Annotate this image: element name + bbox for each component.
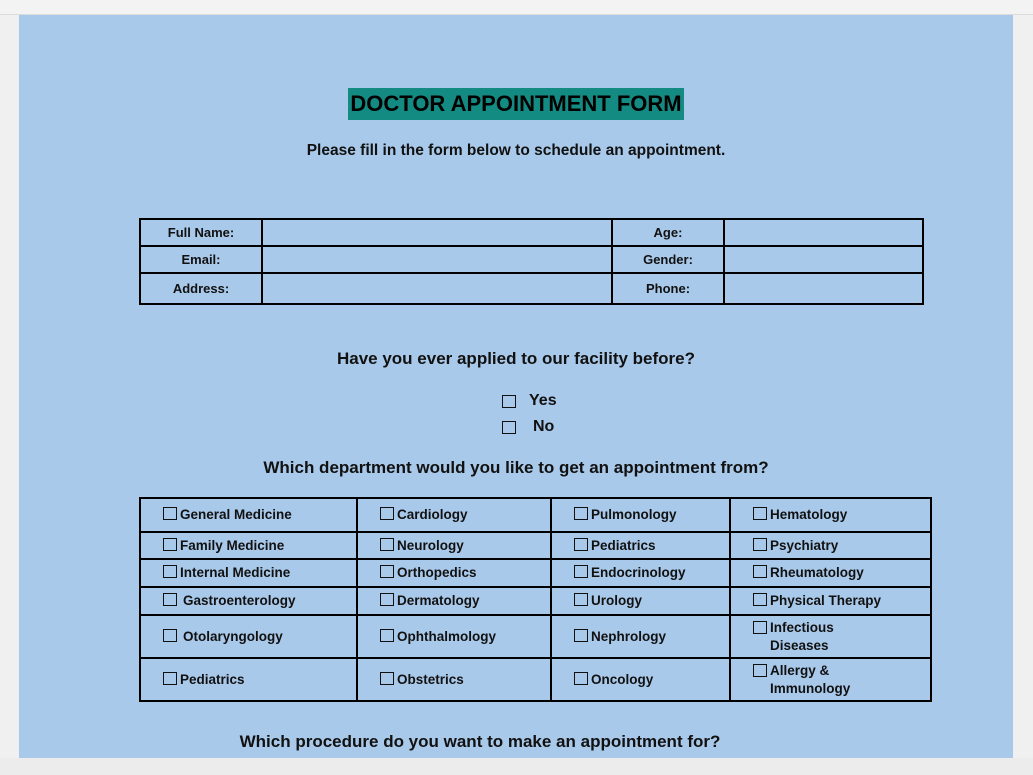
checkbox[interactable] bbox=[163, 507, 177, 520]
dept-gastroenterology[interactable]: Gastroenterology bbox=[140, 587, 357, 615]
checkbox[interactable] bbox=[574, 629, 588, 642]
form-title: DOCTOR APPOINTMENT FORM bbox=[348, 88, 683, 120]
gender-label: Gender: bbox=[612, 246, 724, 273]
dept-infectious-diseases[interactable]: Infectious Diseases bbox=[730, 615, 931, 658]
gender-field[interactable] bbox=[724, 246, 923, 273]
checkbox[interactable] bbox=[574, 565, 588, 578]
dept-general-medicine[interactable]: General Medicine bbox=[140, 498, 357, 532]
checkbox[interactable] bbox=[380, 538, 394, 551]
option-yes[interactable] bbox=[502, 392, 557, 410]
department-question: Which department would you like to get an appointment from? bbox=[263, 458, 769, 477]
form-subtitle: Please fill in the form below to schedule an appointment. bbox=[306, 142, 726, 159]
checkbox[interactable] bbox=[163, 672, 177, 685]
yes-checkbox[interactable] bbox=[502, 395, 516, 408]
checkbox[interactable] bbox=[753, 593, 767, 606]
checkbox[interactable] bbox=[380, 629, 394, 642]
dept-hematology[interactable]: Hematology bbox=[730, 498, 931, 532]
dept-neurology[interactable]: Neurology bbox=[357, 532, 551, 559]
checkbox[interactable] bbox=[380, 593, 394, 606]
document-page bbox=[19, 15, 1013, 758]
address-label: Address: bbox=[140, 273, 262, 304]
phone-label: Phone: bbox=[612, 273, 724, 304]
dept-otolaryngology[interactable]: Otolaryngology bbox=[140, 615, 357, 658]
dept-pediatrics[interactable]: Pediatrics bbox=[551, 532, 730, 559]
checkbox[interactable] bbox=[163, 593, 177, 606]
checkbox[interactable] bbox=[574, 672, 588, 685]
checkbox[interactable] bbox=[163, 565, 177, 578]
phone-field[interactable] bbox=[724, 273, 923, 304]
email-label: Email: bbox=[140, 246, 262, 273]
full-name-label: Full Name: bbox=[140, 219, 262, 246]
bottom-status-strip bbox=[0, 758, 1033, 775]
dept-cardiology[interactable]: Cardiology bbox=[357, 498, 551, 532]
dept-endocrinology[interactable]: Endocrinology bbox=[551, 559, 730, 587]
personal-info-table bbox=[139, 218, 924, 305]
checkbox[interactable] bbox=[753, 565, 767, 578]
procedure-question: Which procedure do you want to make an appointment for? bbox=[239, 732, 721, 751]
dept-ophthalmology[interactable]: Ophthalmology bbox=[357, 615, 551, 658]
dept-dermatology[interactable]: Dermatology bbox=[357, 587, 551, 615]
address-field[interactable] bbox=[262, 273, 612, 304]
email-field[interactable] bbox=[262, 246, 612, 273]
no-label: No bbox=[533, 418, 555, 435]
no-checkbox[interactable] bbox=[502, 421, 516, 434]
checkbox[interactable] bbox=[753, 507, 767, 520]
checkbox[interactable] bbox=[163, 538, 177, 551]
dept-obstetrics[interactable]: Obstetrics bbox=[357, 658, 551, 701]
checkbox[interactable] bbox=[163, 629, 177, 642]
checkbox[interactable] bbox=[380, 507, 394, 520]
full-name-field[interactable] bbox=[262, 219, 612, 246]
checkbox[interactable] bbox=[380, 565, 394, 578]
dept-nephrology[interactable]: Nephrology bbox=[551, 615, 730, 658]
age-label: Age: bbox=[612, 219, 724, 246]
checkbox[interactable] bbox=[753, 621, 767, 634]
top-toolbar-strip bbox=[0, 0, 1033, 15]
checkbox[interactable] bbox=[574, 507, 588, 520]
department-table bbox=[139, 497, 932, 702]
checkbox[interactable] bbox=[574, 538, 588, 551]
dept-orthopedics[interactable]: Orthopedics bbox=[357, 559, 551, 587]
dept-oncology[interactable]: Oncology bbox=[551, 658, 730, 701]
checkbox[interactable] bbox=[574, 593, 588, 606]
checkbox[interactable] bbox=[753, 538, 767, 551]
dept-psychiatry[interactable]: Psychiatry bbox=[730, 532, 931, 559]
applied-before-question: Have you ever applied to our facility before? bbox=[336, 349, 696, 368]
dept-pediatrics-2[interactable]: Pediatrics bbox=[140, 658, 357, 701]
yes-label: Yes bbox=[529, 392, 557, 409]
dept-allergy-immunology[interactable]: Allergy & Immunology bbox=[730, 658, 931, 701]
checkbox[interactable] bbox=[753, 664, 767, 677]
dept-internal-medicine[interactable]: Internal Medicine bbox=[140, 559, 357, 587]
dept-urology[interactable]: Urology bbox=[551, 587, 730, 615]
dept-rheumatology[interactable]: Rheumatology bbox=[730, 559, 931, 587]
age-field[interactable] bbox=[724, 219, 923, 246]
dept-physical-therapy[interactable]: Physical Therapy bbox=[730, 587, 931, 615]
dept-pulmonology[interactable]: Pulmonology bbox=[551, 498, 730, 532]
option-no[interactable] bbox=[502, 418, 554, 436]
dept-family-medicine[interactable]: Family Medicine bbox=[140, 532, 357, 559]
checkbox[interactable] bbox=[380, 672, 394, 685]
